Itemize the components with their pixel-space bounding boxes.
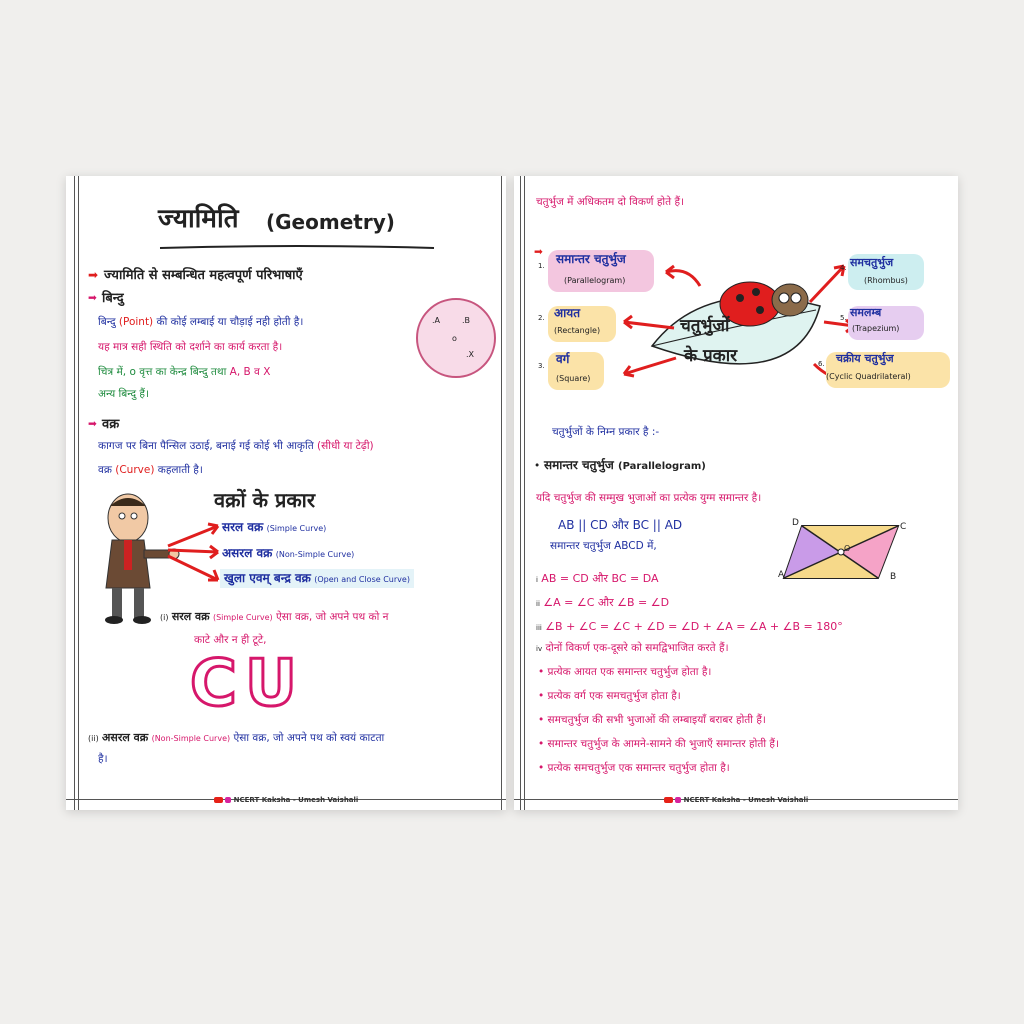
center-title-2: के प्रकार <box>684 346 738 366</box>
type-hi: समान्तर चतुर्भुज <box>556 252 626 266</box>
bindu-line-2: यह मात्र सही स्थिति को दर्शाने का कार्य करता है। <box>98 341 283 353</box>
following-types-line: चतुर्भुजों के निम्न प्रकार है :- <box>552 426 660 438</box>
property-row: i AB = CD और BC = DA <box>536 572 659 585</box>
vertex-label: B <box>890 572 897 582</box>
bullet-item: • समचतुर्भुज की सभी भुजाओं की लम्बाइयाँ बराबर होती हैं। <box>538 714 766 726</box>
curve-types-title: वक्रों के प्रकार <box>214 488 316 512</box>
title-underline <box>158 240 438 254</box>
vakra-line-2: वक्र (Curve) कहलाती है। <box>98 464 203 476</box>
type-en: (Rectangle) <box>554 326 601 335</box>
vertex-label: C <box>900 522 907 532</box>
bindu-line-1: बिन्दु (Point) की कोई लम्बाई या चौड़ाई नही होती है। <box>98 316 304 328</box>
instagram-icon <box>675 797 681 803</box>
type-num: 6. <box>818 360 825 368</box>
para-eq-2: समान्तर चतुर्भुज ABCD में, <box>550 540 657 552</box>
property-row: iv दोनों विकर्ण एक-दूसरे को समद्विभाजित करते हैं। <box>536 642 729 654</box>
simple-curve-definition-2: काटे और न ही टूटे, <box>194 634 267 646</box>
type-num: 2. <box>538 314 545 322</box>
bullet-arrow-icon: ➡ <box>88 418 97 430</box>
instagram-icon <box>225 797 231 803</box>
bindu-label: बिन्दु <box>102 291 124 306</box>
para-title: समान्तर चतुर्भुज (Parallelogram) <box>544 458 706 472</box>
curve-type-simple: सरल वक्र (Simple Curve) <box>222 520 327 534</box>
vertex-label: A <box>778 570 785 580</box>
arrow-right-icon: ➡ <box>534 246 543 258</box>
type-en: (Trapezium) <box>852 324 900 333</box>
property-row: iii ∠B + ∠C = ∠C + ∠D = ∠D + ∠A = ∠A + ∠B = 180° <box>536 620 843 633</box>
right-margin-line <box>501 176 502 810</box>
page-title: ज्यामिति <box>158 204 239 234</box>
left-margin-line <box>74 176 75 810</box>
bindu-line-4: अन्य बिन्दु हैं। <box>98 388 149 400</box>
curve-type-arrows <box>166 516 226 596</box>
type-num: 4. <box>840 264 847 272</box>
bullet-icon: • <box>534 460 541 472</box>
property-row: ii ∠A = ∠C और ∠B = ∠D <box>536 596 670 609</box>
page-title-en: (Geometry) <box>266 210 395 234</box>
para-eq-1: AB || CD और BC || AD <box>558 518 683 532</box>
vertex-label: D <box>792 518 799 528</box>
page-footer: NCERT Kaksha - Umesh Vaishali <box>66 796 506 804</box>
section-heading: ज्यामिति से सम्बन्धित महत्वपूर्ण परिभाषाएँ <box>104 268 303 283</box>
type-hi: चक्रीय चतुर्भुज <box>836 352 894 365</box>
bindu-line-3: चित्र में, o वृत्त का केन्द्र बिन्दु तथा A, B व X <box>98 366 271 378</box>
para-definition: यदि चतुर्भुज की सम्मुख भुजाओं का प्रत्येक युग्म समान्तर है। <box>536 492 762 504</box>
vakra-line-1: कागज पर बिना पैन्सिल उठाई, बनाई गई कोई भी आकृति (सीधी या टेढ़ी) <box>98 440 374 452</box>
type-en: (Parallelogram) <box>564 276 626 285</box>
type-hi: समचतुर्भुज <box>850 256 894 269</box>
curve-type-non-simple: असरल वक्र (Non-Simple Curve) <box>222 546 355 560</box>
left-page <box>66 176 506 810</box>
type-hi: आयत <box>554 306 581 320</box>
bullet-item: • समान्तर चतुर्भुज के आमने-सामने की भुजाएँ समान्तर होती हैं। <box>538 738 779 750</box>
type-num: 1. <box>538 262 545 270</box>
type-hi: वर्ग <box>556 352 570 366</box>
point-circle-figure: .A .B o .X <box>416 298 496 378</box>
left-margin-line-2 <box>78 176 79 810</box>
vakra-label: वक्र <box>102 417 120 432</box>
youtube-icon <box>664 797 673 803</box>
page-footer: NCERT Kaksha - Umesh Vaishali <box>514 796 958 804</box>
non-simple-curve-definition-2: है। <box>98 753 108 765</box>
center-title-1: चतुर्भुजों <box>680 316 730 336</box>
bullet-item: • प्रत्येक आयत एक समान्तर चतुर्भुज होता है। <box>538 666 712 678</box>
vertex-label: O <box>844 544 851 553</box>
bullet-item: • प्रत्येक वर्ग एक समचतुर्भुज होता है। <box>538 690 681 702</box>
type-num: 3. <box>538 362 545 370</box>
curve-type-open-close: खुला एवम् बन्द्र वक्र (Open and Close Curve) <box>220 569 414 588</box>
type-hi: समलम्ब <box>850 306 882 319</box>
bullet-item: • प्रत्येक समचतुर्भुज एक समान्तर चतुर्भुज होता है। <box>538 762 730 774</box>
type-num: 5. <box>840 314 847 322</box>
simple-curve-letters: CU <box>190 647 305 721</box>
top-line: चतुर्भुज में अधिकतम दो विकर्ण होते हैं। <box>536 196 684 208</box>
left-margin-line-2 <box>524 176 525 810</box>
bullet-arrow-icon: ➡ <box>88 292 97 304</box>
simple-curve-definition: (i) सरल वक्र (Simple Curve) ऐसा वक्र, जो अपने पथ को न <box>160 610 389 623</box>
youtube-icon <box>214 797 223 803</box>
left-margin-line <box>520 176 521 810</box>
arrow-right-icon: ➡ <box>88 268 99 282</box>
non-simple-curve-definition: (ii) असरल वक्र (Non-Simple Curve) ऐसा वक्र, जो अपने पथ को स्वयं काटता <box>88 731 385 744</box>
type-en: (Rhombus) <box>864 276 908 285</box>
type-en: (Square) <box>556 374 591 383</box>
type-en: (Cyclic Quadrilateral) <box>826 372 911 381</box>
right-page <box>514 176 958 810</box>
